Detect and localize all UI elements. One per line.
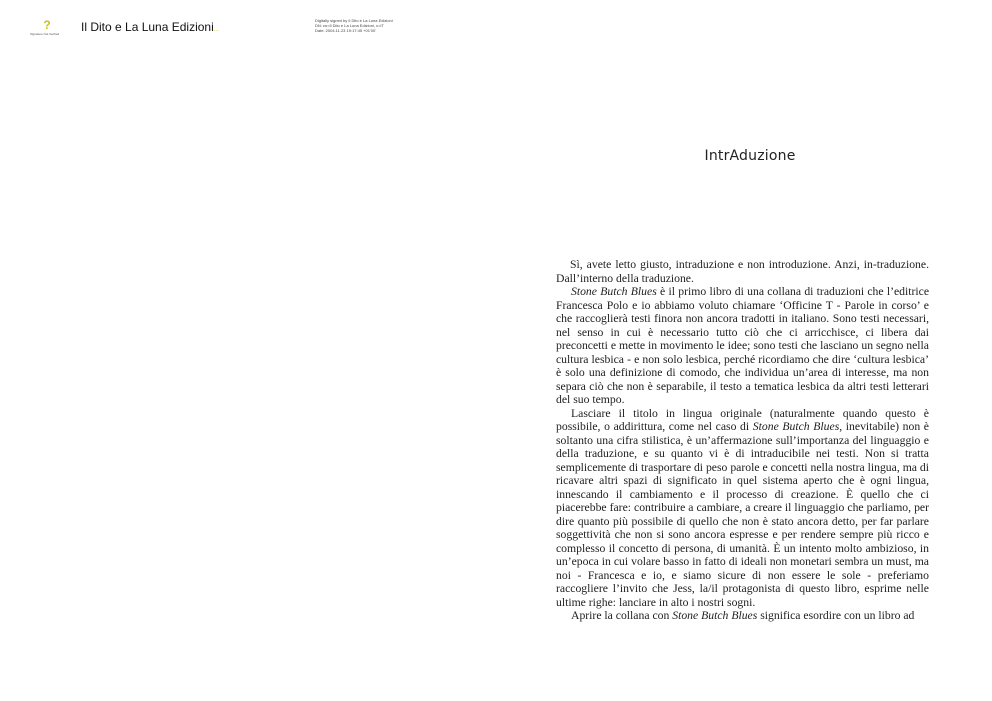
book-title: Stone Butch Blues	[571, 285, 657, 298]
paragraph	[556, 285, 929, 407]
paragraph	[556, 407, 929, 610]
signature-detail-line: Date: 2004.11.23 19:17:45 +01'00'	[315, 28, 376, 34]
signature-detail-line: DN: cn=Il Dito e La Luna Edizioni, c=IT	[315, 23, 384, 29]
signature-status-badge[interactable]	[30, 20, 64, 40]
signer-name-text: Il Dito e La Luna Edizioni	[81, 20, 214, 34]
paragraph-text: Aprire la collana con	[571, 609, 670, 622]
chapter-title: IntrAduzione	[704, 148, 796, 164]
paragraph-text: , inevitabile) non è soltanto una cifra stilistica, è un’affermazione sull’importanza del linguaggio e della traduzione, e su quanto vi è di intraducibile nei testi. Non si tratta semplicemente di trasportare di peso parole e concetti nella nostra lingua, ma di ricavare altri spazi di significato in quel sistema aperto che è ogni lingua, innescando il cambiamento e il processo di creazione. È quello che ci piacerebbe fare: contribuire a cambiare, a creare il linguaggio che parliamo, per dire quanto più possibile di quello che non è stato ancora detto, per far parlare soggettività che non si sono ancora espresse e per rendere sempre più ricco e complesso il concetto di persona, di umanità. È un intento molto ambizioso, in un’epoca in cui volare basso in fatto di ideali non monetari sembra un must, ma noi - Francesca e io, e siamo sicure di non essere le sole - preferiamo raccogliere l’invito che Jess, la/il protagonista di questo libro, esprime nelle ultime righe: lanciare in alto i nostri sogni.	[556, 420, 929, 609]
paragraph-text: significa esordire con un libro ad	[760, 609, 915, 622]
signature-details	[315, 18, 445, 34]
book-title: Stone Butch Blues	[752, 420, 840, 433]
signer-ellipsis: ...	[213, 27, 219, 33]
book-title: Stone Butch Blues	[672, 609, 758, 622]
paragraph	[556, 609, 929, 623]
body-text	[556, 258, 929, 623]
signature-detail-line: Digitally signed by Il Dito e La Luna Edizioni	[315, 18, 393, 23]
signature-status-note: Signature Not Verified	[30, 32, 60, 36]
paragraph-text: Lasciare il titolo in lingua originale (naturalmente quando questo è possibile, o addirittura, come nel caso di	[556, 406, 929, 433]
paragraph-text: è il primo libro di una collana di traduzioni che l’editrice Francesca Polo e io abbiamo voluto chiamare ‘Officine T - Parole in corso’ e che raccoglierà testi finora non ancora tradotti in italiano. Sono testi necessari, nel senso in cui è necessario tutto ciò che ci arricchisce, ci libera dai preconcetti e mette in movimento le idee; sono testi che lasciano un segno nella cultura lesbica - e non solo lesbica, perché ricordiamo che dire ‘cultura lesbica’ è solo una definizione di comodo, che individua un’area di interesse, ma non separa ciò che non è separabile, il testo a tematica lesbica da altri testi letterari del suo tempo.	[556, 285, 930, 406]
question-mark-icon: ?	[43, 18, 51, 32]
paragraph	[556, 258, 929, 285]
signer-name	[81, 20, 219, 34]
paragraph-text: Sì, avete letto giusto, intraduzione e non introduzione. Anzi, in-traduzione. Dall’interno della traduzione.	[556, 258, 929, 285]
